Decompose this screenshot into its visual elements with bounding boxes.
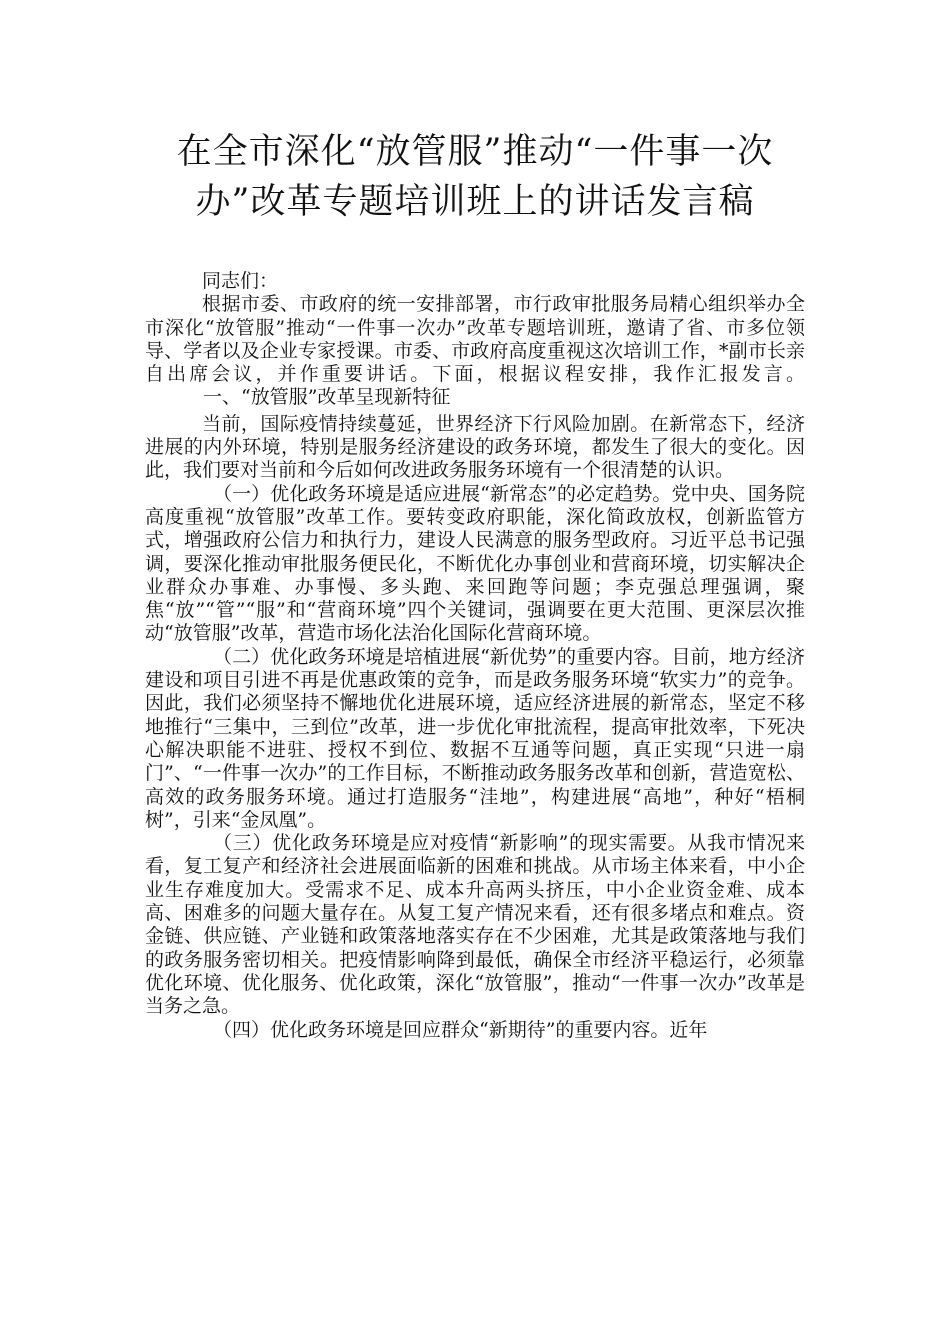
paragraph-point-4: （四）优化政务环境是回应群众“新期待”的重要内容。近年 (213, 1018, 708, 1041)
paragraph-intro (145, 293, 805, 409)
paragraph-intro-text: 根据市委、市政府的统一安排部署，市行政审批服务局精心组织举办全市深化“放管服”推动“一件事一次办”改革专题培训班，邀请了省、市多位领导、学者以及企业专家授课。市委、市政府高度重视这次培训工作，*副市长亲自出席会议，并作重要讲话。下面，根据议程安排，我作汇报发言。 (145, 293, 805, 386)
document-title (135, 127, 815, 227)
paragraph-point-1: （一）优化政务环境是适应进展“新常态”的必定趋势。党中央、国务院高度重视“放管服”改革工作。要转变政府职能，深化简政放权，创新监管方式，增强政府公信力和执行力，建设人民满意的服务型政府。习近平总书记强调，要深化推动审批服务便民化，不断优化办事创业和营商环境，切实解决企业群众办事难、办事慢、多头跑、来回跑等问题；李克强总理强调，聚焦“放”“管”“服”和“营商环境”四个关键词，强调要在更大范围、更深层次推动“放管服”改革，营造市场化法治化国际化营商环境。 (145, 482, 805, 645)
salutation: 同志们： (202, 270, 279, 292)
document-body (145, 270, 805, 1042)
paragraph-point-2: （二）优化政务环境是培植进展“新优势”的重要内容。目前，地方经济建设和项目引进不再是优惠政策的竞争，而是政务服务环境“软实力”的竞争。因此，我们必须坚持不懈地优化进展环境，适应经济进展的新常态，坚定不移地推行“三集中，三到位”改革，进一步优化审批流程，提高审批效率，下死决心解决职能不进驻、授权不到位、数据不互通等问题，真正实现“只进一扇门”、“一件事一次办”的工作目标，不断推动政务服务改革和创新，营造宽松、高效的政务服务环境。通过打造服务“洼地”，构建进展“高地”，种好“梧桐树”，引来“金凤凰”。 (145, 645, 805, 831)
title-line-1: 在全市深化“放管服”推动“一件事一次 (176, 132, 774, 172)
section-heading-1: 一、“放管服”改革呈现新特征 (203, 386, 451, 409)
paragraph-point-3: （三）优化政务环境是应对疫情“新影响”的现实需要。从我市情况来看，复工复产和经济社会进展面临新的困难和挑战。从市场主体来看，中小企业生存难度加大。受需求不足、成本升高两头挤压，中小企业资金难、成本高、困难多的问题大量存在。从复工复产情况来看，还有很多堵点和难点。资金链、供应链、产业链和政策落地落实存在不少困难，尤其是政策落地与我们的政务服务密切相关。把疫情影响降到最低，确保全市经济平稳运行，必须靠优化环境、优化服务、优化政策，深化“放管服”，推动“一件事一次办”改革是当务之急。 (145, 832, 805, 1018)
paragraph-context: 当前，国际疫情持续蔓延，世界经济下行风险加剧。在新常态下，经济进展的内外环境，特别是服务经济建设的政务环境，都发生了很大的变化。因此，我们要对当前和今后如何改进政务服务环境有一个很清楚的认识。 (145, 412, 805, 482)
title-line-2: 办”改革专题培训班上的讲话发言稿 (195, 182, 755, 222)
